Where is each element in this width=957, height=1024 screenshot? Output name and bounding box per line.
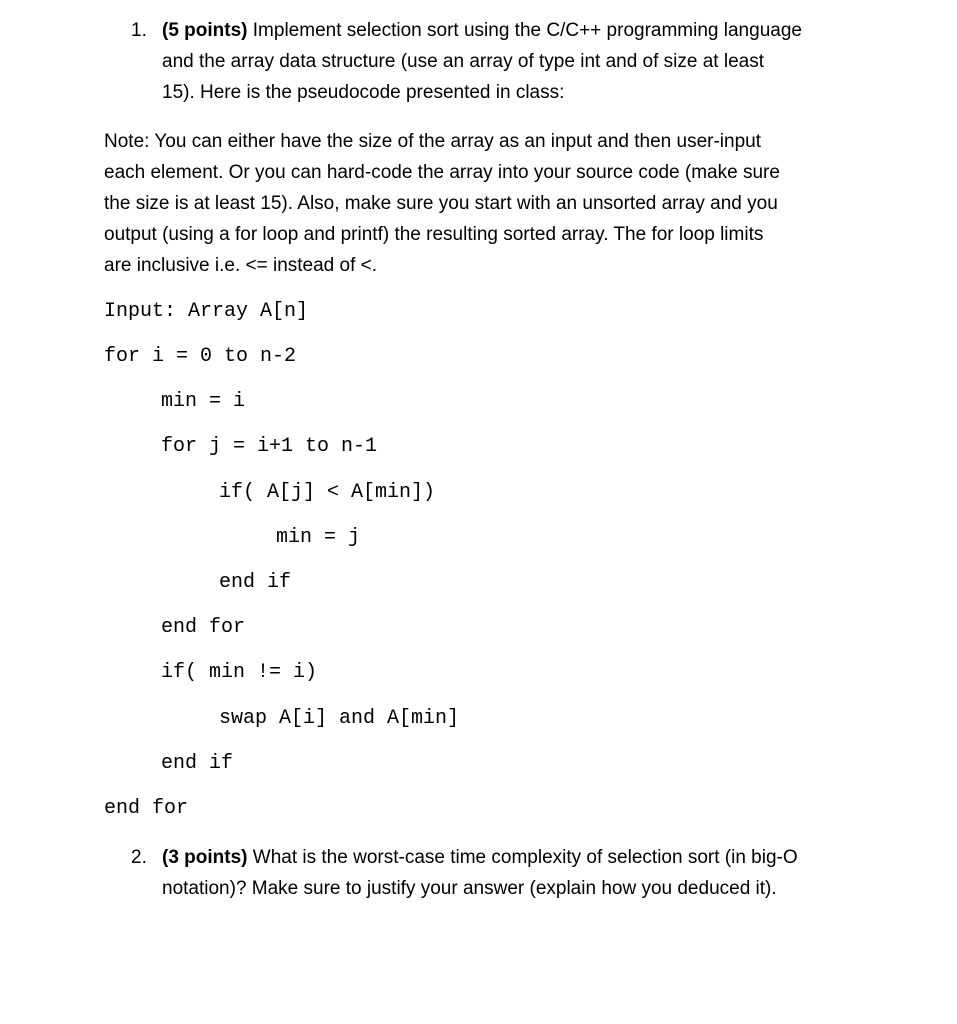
pseudocode-line: if( A[j] < A[min]) bbox=[219, 481, 436, 504]
question-2-number: 2. bbox=[131, 847, 147, 868]
question-2-line: notation)? Make sure to justify your answer (explain how you deduced it). bbox=[162, 878, 777, 899]
pseudocode-line: end if bbox=[219, 571, 292, 594]
note-line: output (using a for loop and printf) the resulting sorted array. The for loop limits bbox=[104, 224, 764, 245]
question-1-line bbox=[162, 15, 891, 46]
question-1-line: and the array data structure (use an array of type int and of size at least bbox=[162, 51, 764, 72]
question-1-points: (5 points) bbox=[162, 20, 248, 41]
question-1 bbox=[131, 15, 891, 108]
note-line: are inclusive i.e. <= instead of <. bbox=[104, 255, 378, 276]
note-line: Note: You can either have the size of the array as an input and then user-input bbox=[104, 131, 761, 152]
pseudocode-line: end if bbox=[161, 752, 234, 775]
note-paragraph bbox=[104, 126, 884, 281]
pseudocode-line: end for bbox=[104, 797, 189, 820]
pseudocode-line: for i = 0 to n-2 bbox=[104, 345, 297, 368]
question-2-body bbox=[162, 842, 891, 904]
note-line: the size is at least 15). Also, make sure you start with an unsorted array and you bbox=[104, 193, 778, 214]
note-line: each element. Or you can hard-code the array into your source code (make sure bbox=[104, 162, 780, 183]
question-1-line: 15). Here is the pseudocode presented in class: bbox=[162, 82, 565, 103]
pseudocode-line: end for bbox=[161, 616, 246, 639]
question-2-text: What is the worst-case time complexity of selection sort (in big-O bbox=[247, 847, 798, 868]
pseudocode-line: if( min != i) bbox=[161, 661, 318, 684]
question-1-number: 1. bbox=[131, 20, 147, 41]
pseudocode-line: swap A[i] and A[min] bbox=[219, 707, 460, 730]
pseudocode-line: for j = i+1 to n-1 bbox=[161, 435, 378, 458]
question-2-line bbox=[162, 842, 891, 873]
question-1-text: Implement selection sort using the C/C++ programming language bbox=[247, 20, 802, 41]
pseudocode-line: Input: Array A[n] bbox=[104, 300, 309, 323]
question-2 bbox=[131, 842, 891, 904]
question-1-body bbox=[162, 15, 891, 108]
question-2-points: (3 points) bbox=[162, 847, 248, 868]
pseudocode-line: min = i bbox=[161, 390, 246, 413]
pseudocode-line: min = j bbox=[276, 526, 361, 549]
